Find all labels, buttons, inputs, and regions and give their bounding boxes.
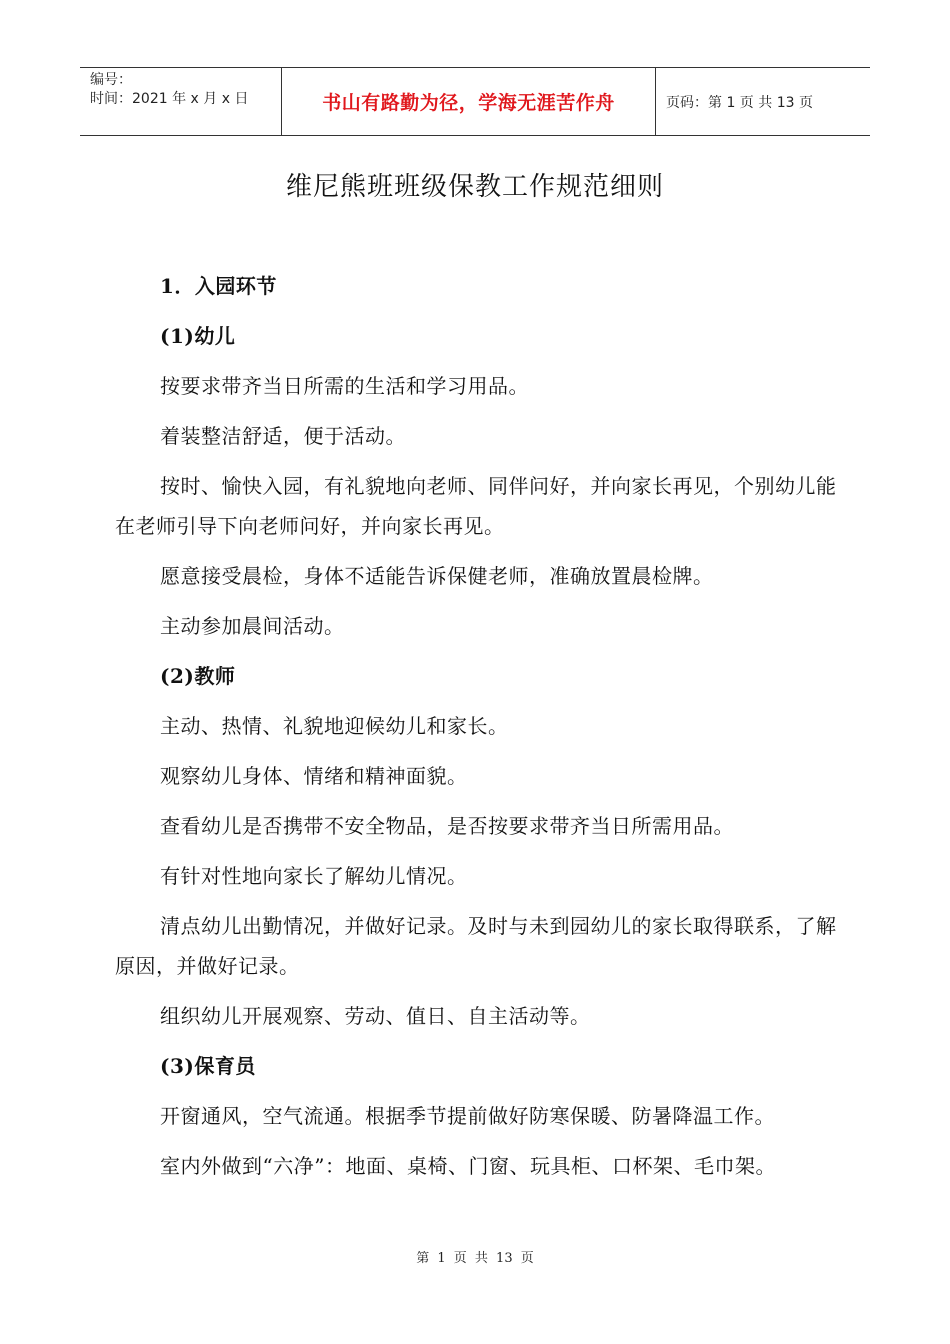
body-paragraph: 按要求带齐当日所需的生活和学习用品。 bbox=[160, 374, 529, 398]
body-paragraph: 主动、热情、礼貌地迎候幼儿和家长。 bbox=[160, 714, 509, 738]
section-heading: (2)教师 bbox=[160, 664, 236, 688]
header-page-cell bbox=[656, 68, 870, 135]
body-paragraph: 室内外做到“六净”：地面、桌椅、门窗、玩具柜、口杯架、毛巾架。 bbox=[160, 1154, 776, 1178]
section-heading: (3)保育员 bbox=[160, 1054, 256, 1078]
body-paragraph: 着装整洁舒适，便于活动。 bbox=[160, 424, 406, 448]
page-footer: 第 1 页 共 13 页 bbox=[416, 1251, 534, 1266]
time-label: 时间：2021 年 x 月 x 日 bbox=[90, 91, 249, 107]
body-paragraph: 组织幼儿开展观察、劳动、值日、自主活动等。 bbox=[160, 1004, 591, 1028]
body-paragraph: 愿意接受晨检，身体不适能告诉保健老师，准确放置晨检牌。 bbox=[160, 564, 714, 588]
body-paragraph: 有针对性地向家长了解幼儿情况。 bbox=[160, 864, 468, 888]
page-code: 页码：第 1 页 共 13 页 bbox=[666, 94, 813, 111]
document-body bbox=[115, 266, 855, 1196]
section-heading: 1．入园环节 bbox=[160, 274, 277, 298]
header-motto-cell bbox=[282, 68, 656, 135]
body-paragraph: 按时、愉快入园，有礼貌地向老师、同伴问好，并向家长再见，个别幼儿能在老师引导下向老师问好，并向家长再见。 bbox=[115, 474, 837, 538]
body-paragraph: 清点幼儿出勤情况，并做好记录。及时与未到园幼儿的家长取得联系，了解原因，并做好记录。 bbox=[115, 914, 837, 978]
section-heading: (1)幼儿 bbox=[160, 324, 236, 348]
header-meta-cell bbox=[80, 68, 282, 135]
document-title: 维尼熊班班级保教工作规范细则 bbox=[285, 172, 664, 202]
body-paragraph: 开窗通风，空气流通。根据季节提前做好防寒保暖、防暑降温工作。 bbox=[160, 1104, 775, 1128]
motto-text: 书山有路勤为径，学海无涯苦作舟 bbox=[322, 92, 615, 114]
body-paragraph: 查看幼儿是否携带不安全物品，是否按要求带齐当日所需用品。 bbox=[160, 814, 734, 838]
header-table bbox=[80, 67, 870, 136]
number-label: 编号： bbox=[90, 72, 132, 88]
body-paragraph: 主动参加晨间活动。 bbox=[160, 614, 345, 638]
body-paragraph: 观察幼儿身体、情绪和精神面貌。 bbox=[160, 764, 468, 788]
